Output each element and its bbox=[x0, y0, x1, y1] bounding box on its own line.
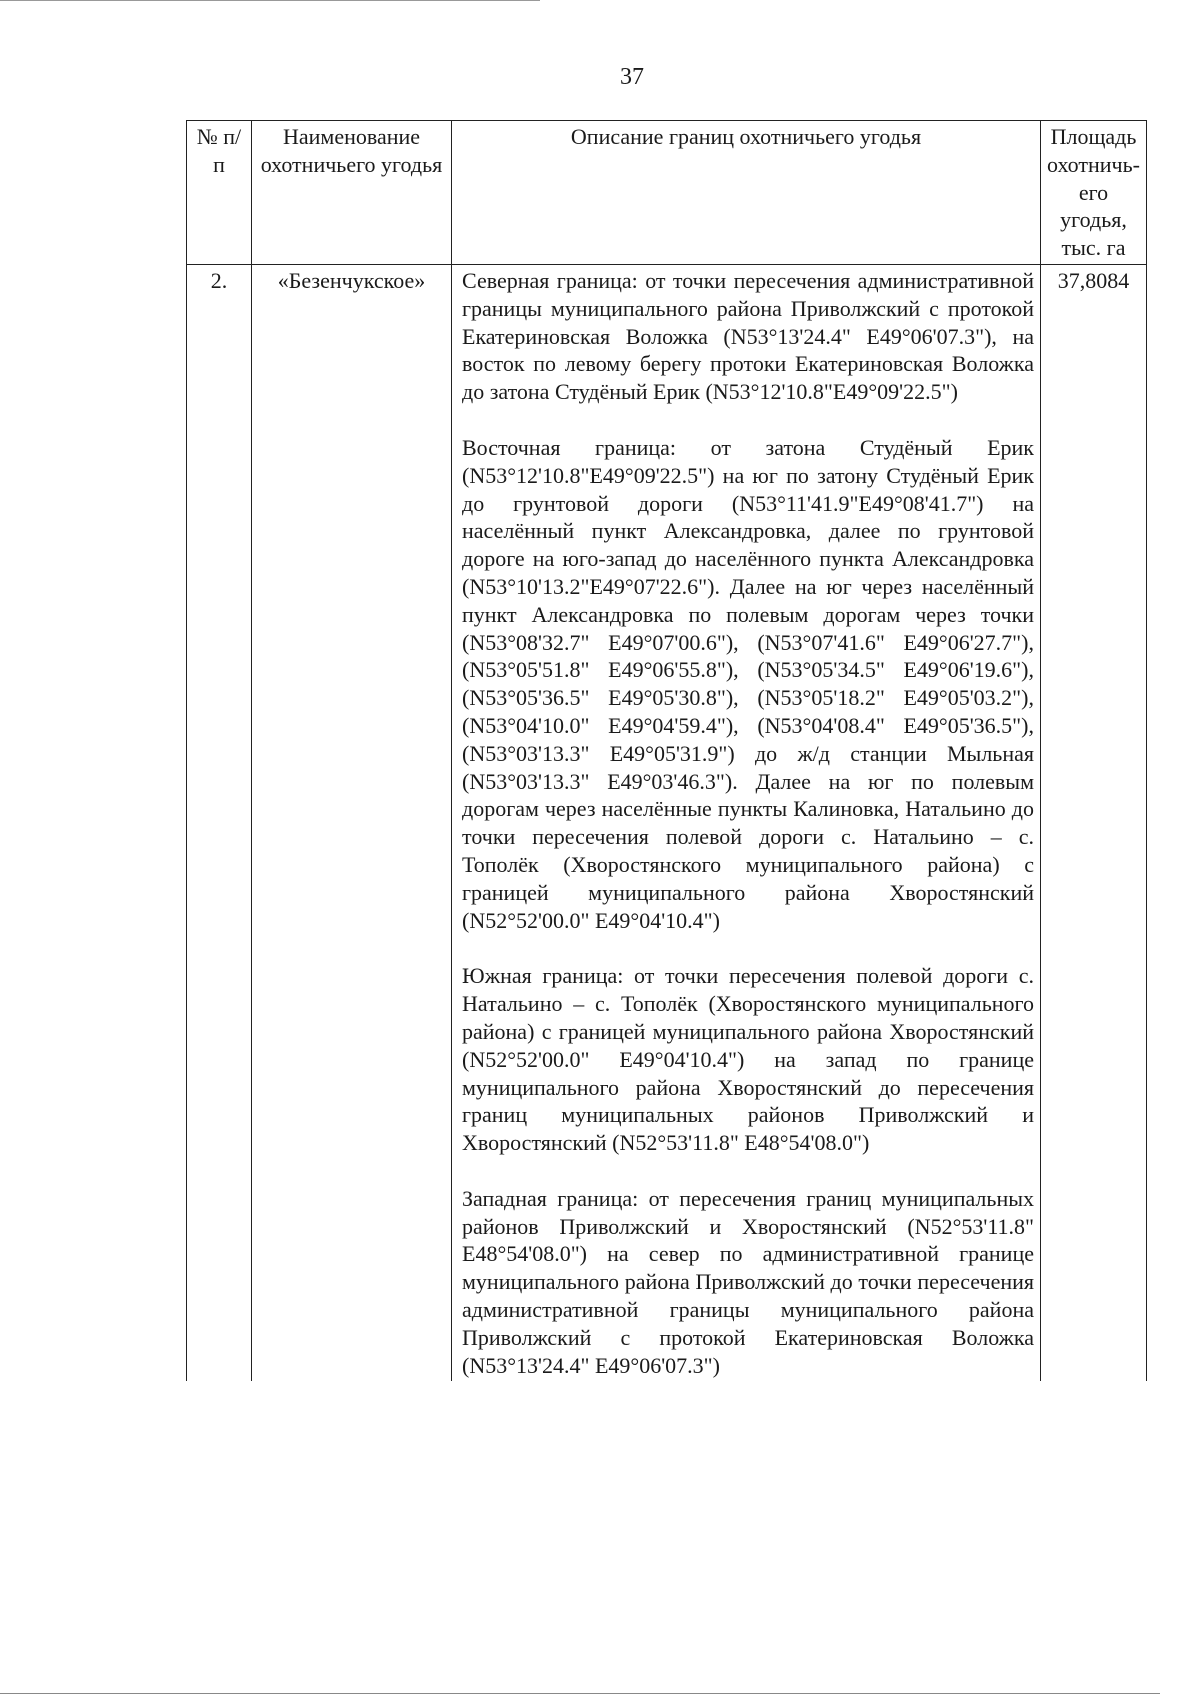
header-description: Описание границ охотничьего угодья bbox=[452, 121, 1041, 265]
header-area: Площадь охотничь-его угодья, тыс. га bbox=[1041, 121, 1147, 265]
header-number: № п/п bbox=[187, 121, 252, 265]
east-border-text: Восточная граница: от затона Студёный Ерик (N53°12'10.8"E49°09'22.5") на юг по затону Студёный Ерик до грунтовой дороги (N53°11'41.9"E49°08'41.7") на населённый пункт Александровка, далее по грунтовой дороге на юго-запад до населённого пункта Александровка (N53°10'13.2"E49°07'22.6"). Далее на юг через населённый пункт Александровка по полевым дорогам через точки (N53°08'32.7" E49°07'00.6"), (N53°07'41.6" E49°06'27.7"), (N53°05'51.8" E49°06'55.8"), (N53°05'34.5" E49°06'19.6"), (N53°05'36.5" E49°05'30.8"), (N53°05'18.2" E49°05'03.2"), (N53°04'10.0" E49°04'59.4"), (N53°04'08.4" E49°05'36.5"), (N53°03'13.3" E49°05'31.9") до ж/д станции Мыльная (N53°03'13.3" E49°03'46.3"). Далее на юг по полевым дорогам через населённые пункты Калиновка, Натальино до точки пересечения полевой дороги с. Натальино – с. Тополёк (Хворостянского муниципального района) с границей муниципального района Хворостянский (N52°52'00.0" E49°04'10.4") bbox=[462, 434, 1034, 933]
table-row bbox=[187, 264, 1147, 1381]
west-border-text: Западная граница: от пересечения границ муниципальных районов Приволжский и Хворостянский (N52°53'11.8" E48°54'08.0") на север по административной границе муниципального района Приволжский до точки пересечения административной границы муниципального района Приволжский с протокой Екатериновская Воложка (N53°13'24.4" E49°06'07.3") bbox=[462, 1185, 1034, 1378]
header-name: Наименование охотничьего угодья bbox=[252, 121, 452, 265]
border-description bbox=[452, 264, 1041, 1381]
hunting-ground-name: «Безенчукское» bbox=[252, 264, 452, 1381]
north-border-text: Северная граница: от точки пересечения административной границы муниципального района Приволжский с протокой Екатериновская Воложка (N53°13'24.4" E49°06'07.3"), на восток по левому берегу протоки Екатериновская Воложка до затона Студёный Ерик (N53°12'10.8"E49°09'22.5") bbox=[462, 267, 1034, 405]
row-number: 2. bbox=[187, 264, 252, 1381]
scan-edge-bottom bbox=[0, 1693, 1160, 1694]
table-header-row bbox=[187, 121, 1147, 265]
hunting-grounds-table bbox=[186, 120, 1147, 1381]
page-number: 37 bbox=[620, 64, 644, 90]
scan-edge-top bbox=[0, 0, 540, 1]
south-border-text: Южная граница: от точки пересечения полевой дороги с. Натальино – с. Тополёк (Хворостянского муниципального района) с границей муниципального района Хворостянский (N52°52'00.0" E49°04'10.4") на запад по границе муниципального района Хворостянский до пересечения границ муниципальных районов Приволжский и Хворостянский (N52°53'11.8" E48°54'08.0") bbox=[462, 963, 1034, 1156]
area-value: 37,8084 bbox=[1041, 264, 1147, 1381]
